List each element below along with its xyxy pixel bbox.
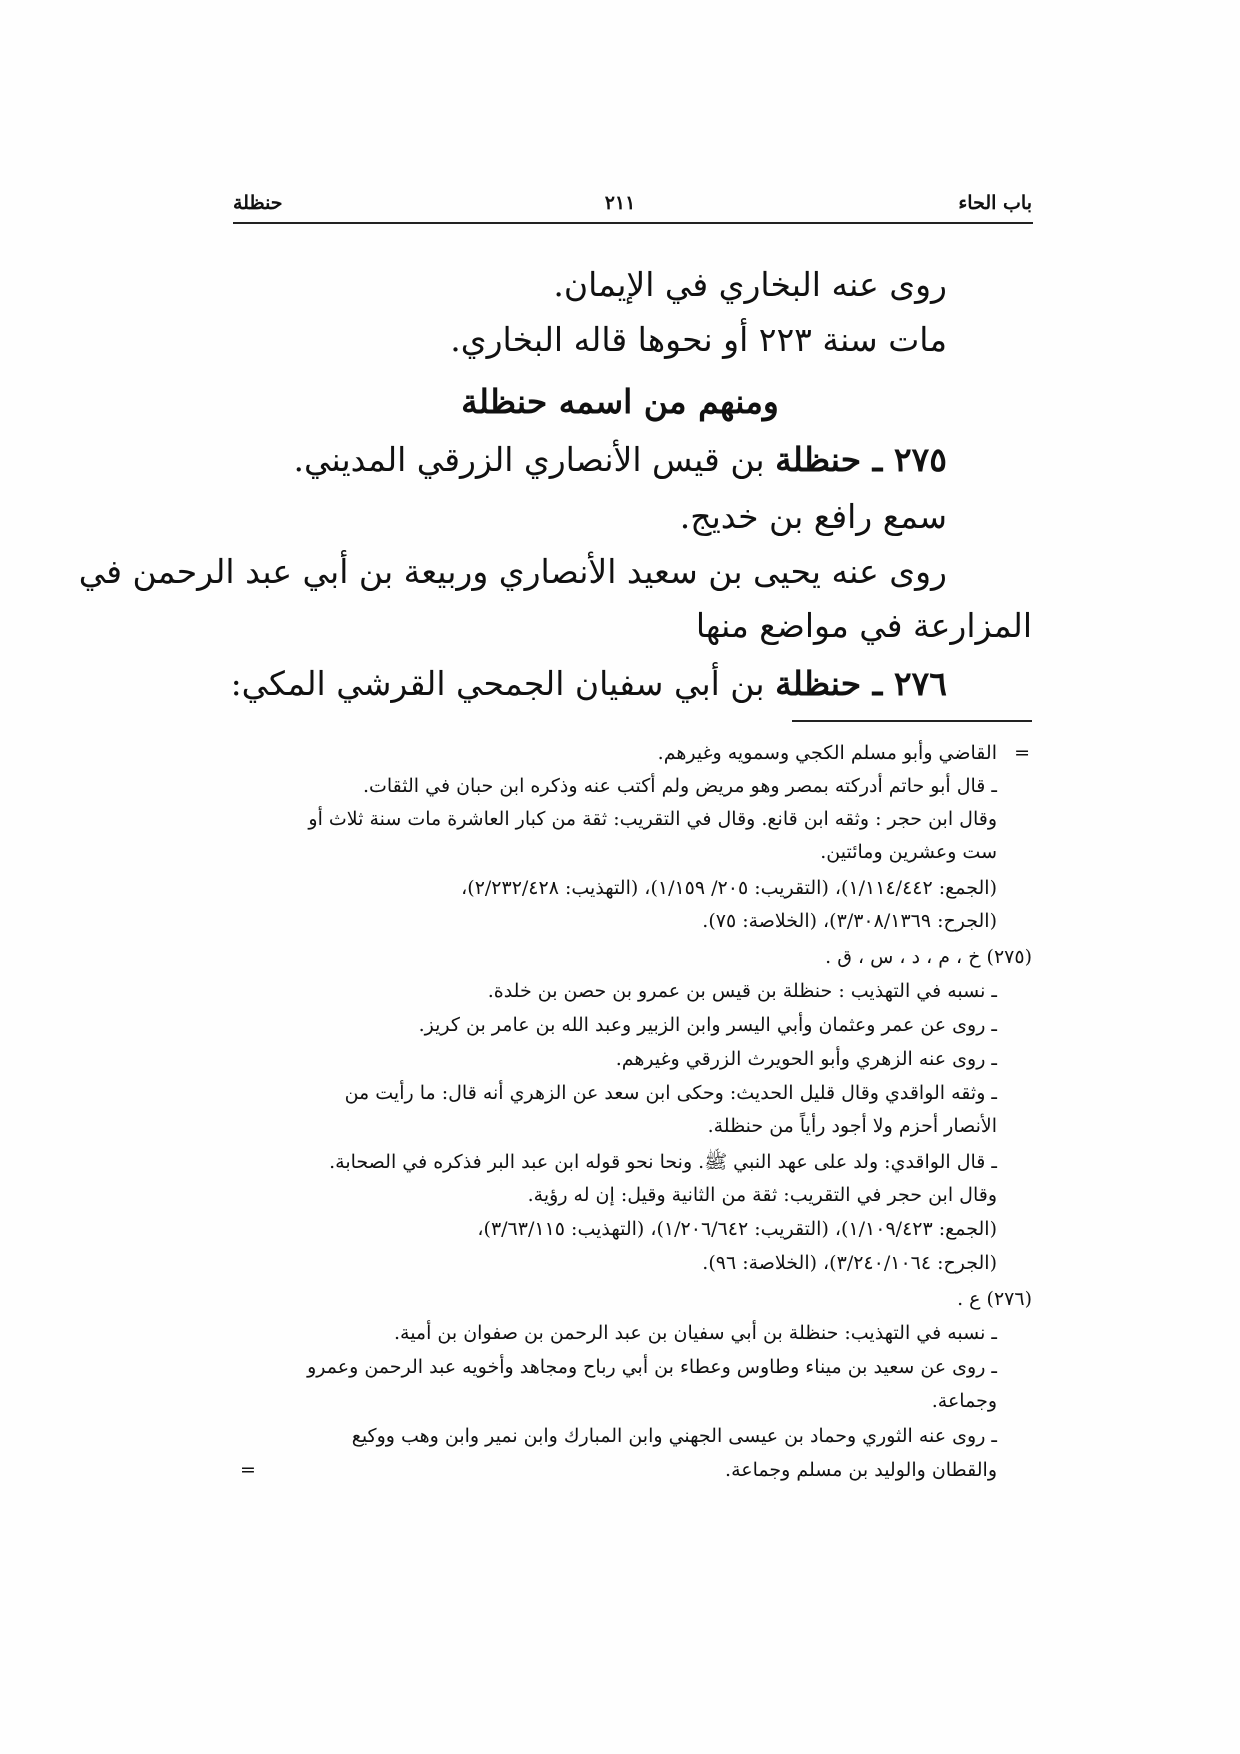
footnote-line: ـ وثقه الواقدي وقال قليل الحديث: وحكى ابن سعد عن الزهري أنه قال: ما رأيت من xyxy=(344,1082,997,1104)
footnote-line: ـ روى عنه الثوري وحماد بن عيسى الجهني وابن المبارك وابن نمير وابن وهب ووكيع xyxy=(351,1425,997,1447)
footnote-line: ـ قال الواقدي: ولد على عهد النبي ﷺ. ونحا نحو قوله ابن عبد البر فذكره في الصحابة. xyxy=(329,1151,997,1173)
footnote-number-275: (٢٧٥) خ ، م ، د ، س ، ق . xyxy=(825,946,1032,968)
entry-275-name: بن قيس الأنصاري الزرقي المديني. xyxy=(293,440,776,479)
footnote-line: ـ قال أبو حاتم أدركته بمصر وهو مريض ولم أكتب عنه وذكره ابن حبان في الثقات. xyxy=(362,775,997,797)
footnote-line: (الجمع: ١/١٠٩/٤٢٣)، (التقريب: ١/٢٠٦/٦٤٢)، (التهذيب: ٣/٦٣/١١٥)، xyxy=(477,1218,997,1240)
main-line-narrators: روى عنه يحيى بن سعيد الأنصاري وربيعة بن أبي عبد الرحمن في xyxy=(78,552,947,591)
main-line-narrators-cont: المزارعة في مواضع منها xyxy=(695,606,1032,645)
footnote-line: والقطان والوليد بن مسلم وجماعة. xyxy=(725,1459,997,1481)
main-line-2: مات سنة ٢٢٣ أو نحوها قاله البخاري. xyxy=(450,320,947,359)
footnote-line: ـ روى عن عمر وعثمان وأبي اليسر وابن الزبير وعبد الله بن عامر بن كريز. xyxy=(418,1014,997,1036)
header-rule xyxy=(233,222,1033,224)
footnote-line: ـ روى عن سعيد بن ميناء وطاوس وعطاء بن أبي رباح ومجاهد وأخويه عبد الرحمن وعمرو xyxy=(307,1356,997,1378)
footnote-line: ـ روى عنه الزهري وأبو الحويرث الزرقي وغيرهم. xyxy=(615,1048,997,1070)
entry-275 xyxy=(294,440,947,479)
footnote-line: ـ نسبه في التهذيب: حنظلة بن أبي سفيان بن عبد الرحمن بن صفوان بن أمية. xyxy=(393,1322,997,1344)
footnote-line: (الجمع: ١/١١٤/٤٤٢)، (التقريب: ٢٠٥/ ١/١٥٩)، (التهذيب: ٢/٢٣٢/٤٢٨)، xyxy=(461,877,997,899)
entry-275-number: ٢٧٥ ـ حنظلة xyxy=(775,440,947,479)
footnote-line: وجماعة. xyxy=(931,1390,997,1412)
continuation-mark-bottom: = xyxy=(240,1459,256,1481)
footnote-line: القاضي وأبو مسلم الكجي وسمويه وغيرهم. xyxy=(657,742,997,764)
entry-276-name: بن أبي سفيان الجمحي القرشي المكي: xyxy=(230,664,776,703)
main-line-1: روى عنه البخاري في الإيمان. xyxy=(553,265,947,304)
section-heading: ومنهم من اسمه حنظلة xyxy=(461,382,779,421)
footnote-line: ـ نسبه في التهذيب : حنظلة بن قيس بن عمرو بن حصن بن خلدة. xyxy=(487,980,997,1002)
entry-276-number: ٢٧٦ ـ حنظلة xyxy=(775,664,947,703)
chapter-title: باب الحاء xyxy=(958,192,1032,214)
footnote-line: (الجرح: ٣/٢٤٠/١٠٦٤)، (الخلاصة: ٩٦). xyxy=(702,1252,997,1274)
footnote-line: ست وعشرين ومائتين. xyxy=(820,841,997,863)
footnote-line: الأنصار أحزم ولا أجود رأياً من حنظلة. xyxy=(707,1115,997,1137)
main-line-heard: سمع رافع بن خديج. xyxy=(679,497,947,536)
continuation-mark-top: = xyxy=(1014,742,1030,764)
entry-276 xyxy=(231,664,947,703)
footnote-number-276: (٢٧٦) ع . xyxy=(957,1288,1032,1310)
section-title: حنظلة xyxy=(233,192,283,214)
footnote-line: وقال ابن حجر : وثقه ابن قانع. وقال في التقريب: ثقة من كبار العاشرة مات سنة ثلاث أو xyxy=(308,808,997,830)
footnote-line: وقال ابن حجر في التقريب: ثقة من الثانية وقيل: إن له رؤية. xyxy=(527,1184,997,1206)
footnote-divider xyxy=(792,720,1032,722)
footnote-line: (الجرح: ٣/٣٠٨/١٣٦٩)، (الخلاصة: ٧٥). xyxy=(702,910,997,932)
page-number: ٢١١ xyxy=(604,192,636,214)
